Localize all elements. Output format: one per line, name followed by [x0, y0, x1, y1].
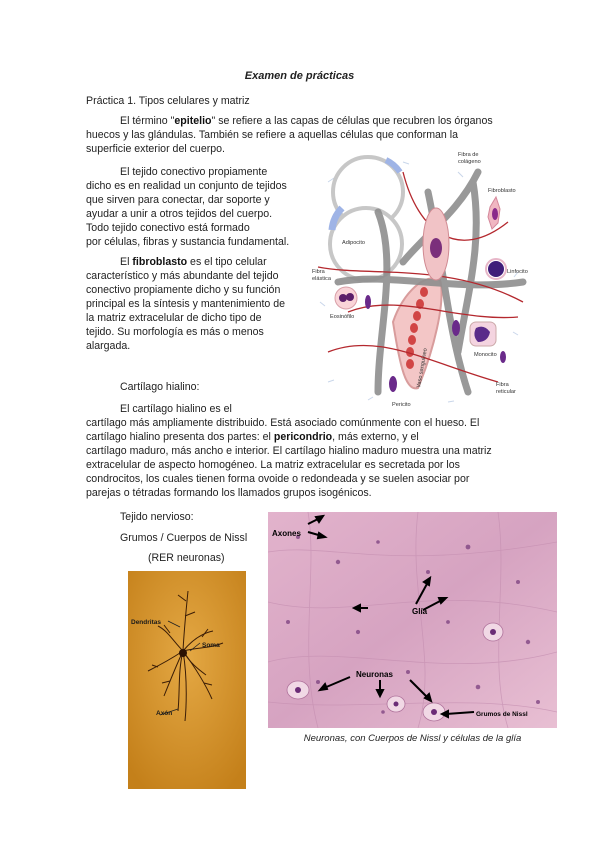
- cartilago-heading: Cartílago hialino:: [120, 381, 200, 393]
- label-fibra-reticular-2: reticular: [496, 389, 516, 395]
- term-pericondrio: pericondrio: [273, 431, 333, 443]
- label-fibra-colageno-1: Fibra de: [458, 152, 479, 158]
- page-title: Examen de prácticas: [244, 70, 355, 82]
- label-pericito: Pericito: [392, 402, 411, 408]
- label-adipocito: Adipocito: [342, 240, 366, 246]
- nervioso-heading: Tejido nervioso:: [120, 511, 194, 523]
- term-fibroblasto: fibroblasto: [132, 256, 188, 268]
- label-fibra-reticular-1: Fibra: [496, 382, 509, 388]
- neuron-stain-image: [128, 571, 246, 789]
- term-epitelio: epitelio: [174, 115, 212, 127]
- label-soma: Soma: [202, 642, 220, 649]
- label-fibra-elastica-1: Fibra: [312, 269, 325, 275]
- nervous-tissue-micrograph: [268, 512, 557, 728]
- label-monocito: Monocito: [474, 352, 497, 358]
- label-vaso: Vaso sanguíneo: [416, 347, 429, 389]
- nervioso-subheading-2: (RER neuronas): [148, 552, 225, 564]
- label-grumos-nissl: Grumos de Nissl: [476, 711, 528, 718]
- label-axones: Axones: [272, 529, 301, 538]
- nervioso-subheading: Grumos / Cuerpos de Nissl: [120, 532, 248, 544]
- section-heading: Práctica 1. Tipos celulares y matriz: [86, 95, 250, 107]
- label-neuronas: Neuronas: [356, 670, 393, 679]
- label-eosinofilo: Eosinófilo: [330, 314, 355, 320]
- connective-tissue-figure: [308, 152, 530, 408]
- label-axon: Axón: [156, 710, 173, 717]
- label-linfocito: Linfocito: [507, 269, 528, 275]
- label-glia: Glía: [412, 607, 428, 616]
- label-fibroblasto: Fibroblasto: [488, 188, 516, 194]
- label-fibra-colageno-2: colágeno: [458, 159, 481, 165]
- label-dendritas: Dendritas: [131, 619, 161, 626]
- label-fibra-elastica-2: elástica: [312, 276, 331, 282]
- figure-caption: Neuronas, con Cuerpos de Nissl y células de la glía: [303, 733, 522, 744]
